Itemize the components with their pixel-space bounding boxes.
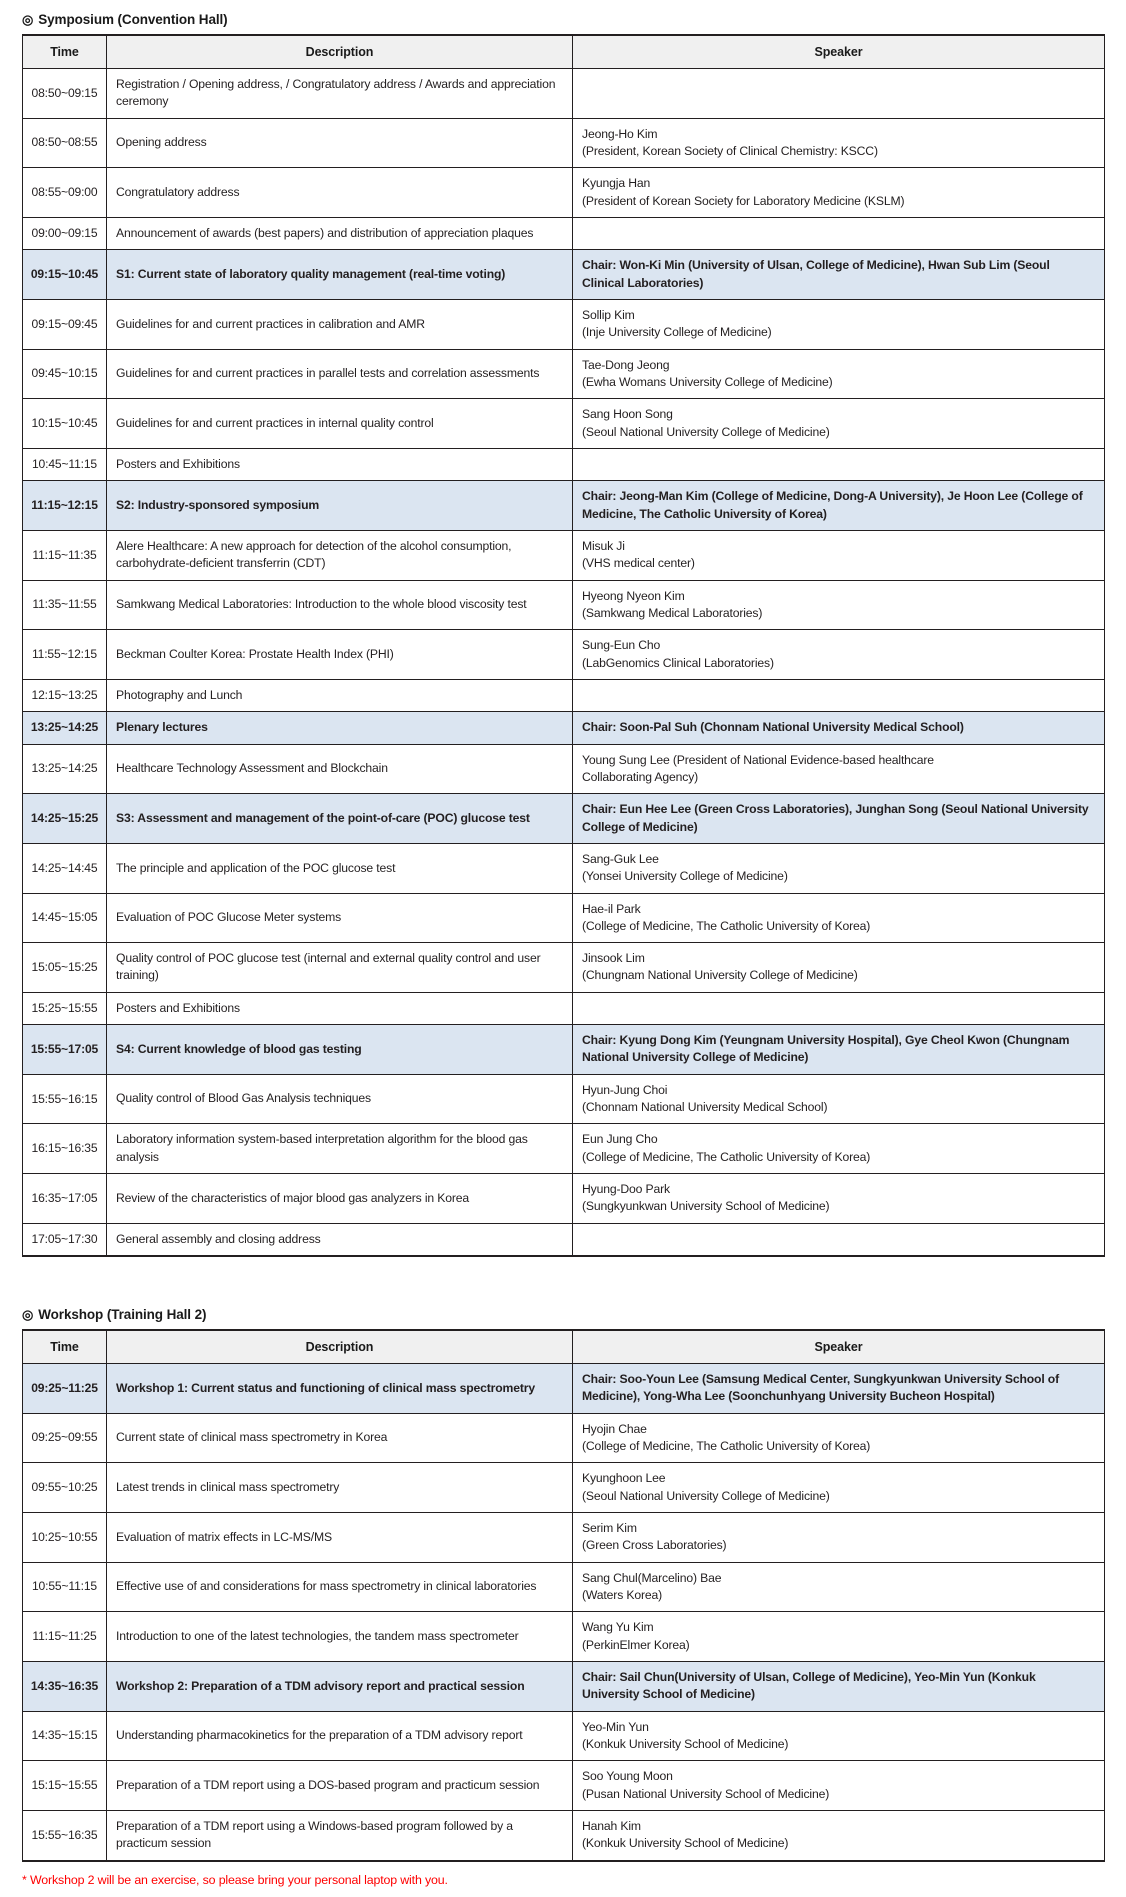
cell-time: 10:25~10:55 bbox=[23, 1513, 107, 1563]
cell-time: 09:25~11:25 bbox=[23, 1364, 107, 1414]
cell-description: Workshop 1: Current status and functioning of clinical mass spectrometry bbox=[107, 1364, 573, 1414]
cell-time: 14:45~15:05 bbox=[23, 893, 107, 943]
table-row bbox=[23, 1223, 1105, 1256]
cell-time: 14:25~15:25 bbox=[23, 794, 107, 844]
table-row bbox=[23, 1612, 1105, 1662]
speaker-name: Hyung-Doo Park bbox=[582, 1182, 670, 1197]
cell-time: 14:35~15:15 bbox=[23, 1711, 107, 1761]
speaker-name: Chair: Jeong-Man Kim (College of Medicine, Dong-A University), Je Hoon Lee (College of Medicine, The Catholic University of Korea) bbox=[582, 489, 1083, 521]
cell-time: 14:25~14:45 bbox=[23, 843, 107, 893]
speaker-name: Chair: Won-Ki Min (University of Ulsan, College of Medicine), Hwan Sub Lim (Seoul Clinical Laboratories) bbox=[582, 258, 1050, 290]
cell-description: Plenary lectures bbox=[107, 712, 573, 744]
speaker-affiliation: (Waters Korea) bbox=[582, 1588, 663, 1603]
speaker-name: Hanah Kim bbox=[582, 1819, 641, 1833]
column-header-speaker: Speaker bbox=[573, 1330, 1105, 1364]
cell-time: 14:35~16:35 bbox=[23, 1662, 107, 1712]
speaker-affiliation: Collaborating Agency) bbox=[582, 769, 699, 784]
speaker-name: Misuk Ji bbox=[582, 538, 625, 553]
table-row bbox=[23, 1513, 1105, 1563]
cell-time: 09:00~09:15 bbox=[23, 217, 107, 249]
cell-time: 16:35~17:05 bbox=[23, 1174, 107, 1224]
cell-description: Effective use of and considerations for mass spectrometry in clinical laboratories bbox=[107, 1562, 573, 1612]
cell-description: Latest trends in clinical mass spectrometry bbox=[107, 1463, 573, 1513]
speaker-name: Wang Yu Kim bbox=[582, 1620, 654, 1635]
cell-description: Workshop 2: Preparation of a TDM advisory report and practical session bbox=[107, 1662, 573, 1712]
bullet-circle-icon: ◎ bbox=[22, 1307, 34, 1323]
cell-time: 11:15~11:25 bbox=[23, 1612, 107, 1662]
schedule-section bbox=[22, 12, 1104, 1257]
cell-time: 11:15~11:35 bbox=[23, 530, 107, 580]
cell-time: 15:55~16:15 bbox=[23, 1074, 107, 1124]
table-header-row bbox=[23, 1330, 1105, 1364]
cell-time: 11:15~12:15 bbox=[23, 481, 107, 531]
cell-time: 08:50~09:15 bbox=[23, 69, 107, 119]
cell-time: 15:55~17:05 bbox=[23, 1025, 107, 1075]
speaker-name: Hyeong Nyeon Kim bbox=[582, 588, 685, 603]
column-header-description: Description bbox=[107, 35, 573, 69]
cell-time: 15:25~15:55 bbox=[23, 992, 107, 1024]
cell-speaker bbox=[573, 1364, 1105, 1414]
cell-description: Introduction to one of the latest technologies, the tandem mass spectrometer bbox=[107, 1612, 573, 1662]
table-row bbox=[23, 943, 1105, 993]
cell-speaker bbox=[573, 744, 1105, 794]
cell-speaker bbox=[573, 1761, 1105, 1811]
cell-time: 17:05~17:30 bbox=[23, 1223, 107, 1256]
cell-time: 13:25~14:25 bbox=[23, 712, 107, 744]
cell-time: 11:55~12:15 bbox=[23, 630, 107, 680]
cell-speaker bbox=[573, 1612, 1105, 1662]
cell-time: 08:55~09:00 bbox=[23, 168, 107, 218]
table-header-row bbox=[23, 35, 1105, 69]
speaker-name: Kyunghoon Lee bbox=[582, 1471, 666, 1486]
cell-time: 10:45~11:15 bbox=[23, 448, 107, 480]
cell-time: 16:15~16:35 bbox=[23, 1124, 107, 1174]
speaker-name: Chair: Sail Chun(University of Ulsan, College of Medicine), Yeo-Min Yun (Konkuk University School of Medicine) bbox=[582, 1670, 1036, 1702]
speaker-name: Hae-il Park bbox=[582, 901, 641, 916]
cell-time: 11:35~11:55 bbox=[23, 580, 107, 630]
cell-description: The principle and application of the POC glucose test bbox=[107, 843, 573, 893]
section-title bbox=[22, 12, 1104, 27]
cell-speaker bbox=[573, 1124, 1105, 1174]
cell-speaker bbox=[573, 217, 1105, 249]
table-row bbox=[23, 580, 1105, 630]
cell-time: 15:15~15:55 bbox=[23, 1761, 107, 1811]
speaker-affiliation: (Sungkyunkwan University School of Medicine) bbox=[582, 1199, 830, 1214]
table-row bbox=[23, 481, 1105, 531]
speaker-name: Tae-Dong Jeong bbox=[582, 357, 670, 372]
cell-description: Preparation of a TDM report using a DOS-based program and practicum session bbox=[107, 1761, 573, 1811]
speaker-affiliation: (Konkuk University School of Medicine) bbox=[582, 1836, 789, 1851]
speaker-name bbox=[582, 225, 1095, 242]
cell-description: Registration / Opening address, / Congratulatory address / Awards and appreciation ceremony bbox=[107, 69, 573, 119]
cell-speaker bbox=[573, 448, 1105, 480]
table-row bbox=[23, 992, 1105, 1024]
cell-speaker bbox=[573, 1811, 1105, 1861]
cell-description: S2: Industry-sponsored symposium bbox=[107, 481, 573, 531]
cell-description: Samkwang Medical Laboratories: Introduction to the whole blood viscosity test bbox=[107, 580, 573, 630]
speaker-name: Jeong-Ho Kim bbox=[582, 126, 658, 141]
speaker-affiliation: (VHS medical center) bbox=[582, 556, 695, 571]
cell-time: 12:15~13:25 bbox=[23, 679, 107, 711]
cell-speaker bbox=[573, 481, 1105, 531]
cell-speaker bbox=[573, 1174, 1105, 1224]
speaker-affiliation: (College of Medicine, The Catholic University of Korea) bbox=[582, 1149, 871, 1164]
table-row bbox=[23, 69, 1105, 119]
cell-speaker bbox=[573, 843, 1105, 893]
speaker-name: Sang-Guk Lee bbox=[582, 851, 659, 866]
cell-description: Announcement of awards (best papers) and distribution of appreciation plaques bbox=[107, 217, 573, 249]
table-row bbox=[23, 679, 1105, 711]
cell-description: S4: Current knowledge of blood gas testing bbox=[107, 1025, 573, 1075]
speaker-affiliation: (Chonnam National University Medical School) bbox=[582, 1100, 828, 1115]
table-row bbox=[23, 399, 1105, 449]
speaker-name: Sang Chul(Marcelino) Bae bbox=[582, 1570, 722, 1585]
speaker-name: Chair: Eun Hee Lee (Green Cross Laboratories), Junghan Song (Seoul National University College of Medicine) bbox=[582, 802, 1089, 834]
speaker-affiliation: (Seoul National University College of Medicine) bbox=[582, 1488, 830, 1503]
cell-speaker bbox=[573, 1662, 1105, 1712]
cell-description: General assembly and closing address bbox=[107, 1223, 573, 1256]
column-header-description: Description bbox=[107, 1330, 573, 1364]
table-row bbox=[23, 1124, 1105, 1174]
speaker-affiliation: (Ewha Womans University College of Medicine) bbox=[582, 374, 833, 389]
speaker-name: Eun Jung Cho bbox=[582, 1132, 658, 1147]
speaker-name bbox=[582, 1000, 1095, 1017]
table-row bbox=[23, 1662, 1105, 1712]
cell-speaker bbox=[573, 893, 1105, 943]
cell-speaker bbox=[573, 943, 1105, 993]
cell-speaker bbox=[573, 118, 1105, 168]
speaker-name: Soo Young Moon bbox=[582, 1769, 673, 1784]
footnote-note: * Workshop 2 will be an exercise, so please bring your personal laptop with you. bbox=[22, 1872, 448, 1887]
cell-speaker bbox=[573, 1711, 1105, 1761]
schedule-table bbox=[22, 34, 1105, 1257]
cell-description: Preparation of a TDM report using a Windows-based program followed by a practicum session bbox=[107, 1811, 573, 1861]
cell-description: Guidelines for and current practices in parallel tests and correlation assessments bbox=[107, 349, 573, 399]
cell-description: S3: Assessment and management of the point-of-care (POC) glucose test bbox=[107, 794, 573, 844]
speaker-name: Sang Hoon Song bbox=[582, 407, 673, 422]
table-row bbox=[23, 118, 1105, 168]
sections-container bbox=[22, 12, 1104, 1862]
table-row bbox=[23, 1364, 1105, 1414]
speaker-affiliation: (LabGenomics Clinical Laboratories) bbox=[582, 655, 774, 670]
speaker-affiliation: (College of Medicine, The Catholic University of Korea) bbox=[582, 1439, 871, 1454]
speaker-name: Kyungja Han bbox=[582, 176, 651, 191]
column-header-time: Time bbox=[23, 35, 107, 69]
cell-description: Understanding pharmacokinetics for the preparation of a TDM advisory report bbox=[107, 1711, 573, 1761]
cell-speaker bbox=[573, 794, 1105, 844]
section-title-label: Symposium (Convention Hall) bbox=[38, 12, 228, 27]
speaker-affiliation: (Inje University College of Medicine) bbox=[582, 325, 772, 340]
speaker-affiliation: (President of Korean Society for Laboratory Medicine (KSLM) bbox=[582, 193, 905, 208]
speaker-name: Hyojin Chae bbox=[582, 1421, 647, 1436]
table-row bbox=[23, 530, 1105, 580]
schedule-table bbox=[22, 1329, 1105, 1862]
cell-description: Opening address bbox=[107, 118, 573, 168]
table-row bbox=[23, 299, 1105, 349]
table-row bbox=[23, 1562, 1105, 1612]
table-row bbox=[23, 448, 1105, 480]
table-row bbox=[23, 1174, 1105, 1224]
cell-time: 15:05~15:25 bbox=[23, 943, 107, 993]
cell-description: Photography and Lunch bbox=[107, 679, 573, 711]
cell-speaker bbox=[573, 1562, 1105, 1612]
speaker-affiliation: (Konkuk University School of Medicine) bbox=[582, 1737, 789, 1752]
cell-time: 09:15~09:45 bbox=[23, 299, 107, 349]
cell-speaker bbox=[573, 1223, 1105, 1256]
speaker-name: Yeo-Min Yun bbox=[582, 1719, 649, 1734]
cell-speaker bbox=[573, 1513, 1105, 1563]
cell-speaker bbox=[573, 69, 1105, 119]
cell-speaker bbox=[573, 250, 1105, 300]
schedule-section bbox=[22, 1307, 1104, 1862]
table-row bbox=[23, 1025, 1105, 1075]
table-row bbox=[23, 843, 1105, 893]
table-row bbox=[23, 794, 1105, 844]
table-row bbox=[23, 217, 1105, 249]
speaker-affiliation: (Pusan National University School of Medicine) bbox=[582, 1786, 830, 1801]
cell-speaker bbox=[573, 712, 1105, 744]
speaker-affiliation: (Yonsei University College of Medicine) bbox=[582, 869, 788, 884]
cell-description: Posters and Exhibitions bbox=[107, 992, 573, 1024]
bullet-circle-icon: ◎ bbox=[22, 12, 34, 27]
speaker-affiliation: (Green Cross Laboratories) bbox=[582, 1538, 727, 1553]
section-title-label: Workshop (Training Hall 2) bbox=[38, 1307, 207, 1323]
speaker-name: Sung-Eun Cho bbox=[582, 638, 661, 653]
table-row bbox=[23, 1711, 1105, 1761]
cell-time: 10:15~10:45 bbox=[23, 399, 107, 449]
table-row bbox=[23, 1811, 1105, 1861]
cell-description: Evaluation of matrix effects in LC-MS/MS bbox=[107, 1513, 573, 1563]
table-row bbox=[23, 1413, 1105, 1463]
speaker-name bbox=[582, 1231, 1095, 1248]
cell-speaker bbox=[573, 1025, 1105, 1075]
cell-speaker bbox=[573, 580, 1105, 630]
cell-description: Posters and Exhibitions bbox=[107, 448, 573, 480]
speaker-name: Sollip Kim bbox=[582, 307, 635, 322]
column-header-time: Time bbox=[23, 1330, 107, 1364]
speaker-name bbox=[582, 687, 1095, 704]
cell-time: 08:50~08:55 bbox=[23, 118, 107, 168]
cell-description: Quality control of Blood Gas Analysis techniques bbox=[107, 1074, 573, 1124]
cell-speaker bbox=[573, 679, 1105, 711]
cell-speaker bbox=[573, 1074, 1105, 1124]
speaker-name: Chair: Soon-Pal Suh (Chonnam National University Medical School) bbox=[582, 720, 964, 735]
speaker-affiliation: (President, Korean Society of Clinical Chemistry: KSCC) bbox=[582, 143, 878, 158]
cell-time: 09:55~10:25 bbox=[23, 1463, 107, 1513]
cell-speaker bbox=[573, 530, 1105, 580]
cell-description: Current state of clinical mass spectrometry in Korea bbox=[107, 1413, 573, 1463]
table-row bbox=[23, 712, 1105, 744]
cell-description: Beckman Coulter Korea: Prostate Health Index (PHI) bbox=[107, 630, 573, 680]
table-row bbox=[23, 744, 1105, 794]
speaker-name: Jinsook Lim bbox=[582, 951, 645, 966]
speaker-name: Serim Kim bbox=[582, 1521, 637, 1536]
cell-speaker bbox=[573, 1463, 1105, 1513]
table-row bbox=[23, 1074, 1105, 1124]
cell-speaker bbox=[573, 168, 1105, 218]
section-title bbox=[22, 1307, 1104, 1322]
table-row bbox=[23, 349, 1105, 399]
cell-description: Laboratory information system-based interpretation algorithm for the blood gas analysis bbox=[107, 1124, 573, 1174]
speaker-affiliation: (Seoul National University College of Medicine) bbox=[582, 424, 830, 439]
table-row bbox=[23, 630, 1105, 680]
cell-description: Quality control of POC glucose test (internal and external quality control and user training) bbox=[107, 943, 573, 993]
cell-description: Alere Healthcare: A new approach for detection of the alcohol consumption, carbohydrate-deficient transferrin (CDT) bbox=[107, 530, 573, 580]
cell-time: 10:55~11:15 bbox=[23, 1562, 107, 1612]
column-header-speaker: Speaker bbox=[573, 35, 1105, 69]
cell-description: Guidelines for and current practices in internal quality control bbox=[107, 399, 573, 449]
cell-description: S1: Current state of laboratory quality management (real-time voting) bbox=[107, 250, 573, 300]
speaker-affiliation: (College of Medicine, The Catholic University of Korea) bbox=[582, 918, 871, 933]
speaker-name bbox=[582, 456, 1095, 473]
cell-time: 09:45~10:15 bbox=[23, 349, 107, 399]
cell-description: Congratulatory address bbox=[107, 168, 573, 218]
cell-description: Healthcare Technology Assessment and Blockchain bbox=[107, 744, 573, 794]
cell-time: 09:15~10:45 bbox=[23, 250, 107, 300]
cell-speaker bbox=[573, 992, 1105, 1024]
cell-speaker bbox=[573, 1413, 1105, 1463]
speaker-affiliation: (Chungnam National University College of Medicine) bbox=[582, 968, 858, 983]
cell-speaker bbox=[573, 299, 1105, 349]
speaker-name: Young Sung Lee (President of National Evidence-based healthcare bbox=[582, 752, 934, 767]
speaker-name: Chair: Soo-Youn Lee (Samsung Medical Center, Sungkyunkwan University School of Medicine), Yong-Wha Lee (Soonchunhyang University Bucheon Hospital) bbox=[582, 1372, 1060, 1404]
cell-speaker bbox=[573, 630, 1105, 680]
cell-description: Evaluation of POC Glucose Meter systems bbox=[107, 893, 573, 943]
cell-time: 15:55~16:35 bbox=[23, 1811, 107, 1861]
speaker-affiliation: (Samkwang Medical Laboratories) bbox=[582, 605, 763, 620]
cell-speaker bbox=[573, 399, 1105, 449]
table-row bbox=[23, 168, 1105, 218]
cell-speaker bbox=[573, 349, 1105, 399]
table-row bbox=[23, 250, 1105, 300]
speaker-affiliation: (PerkinElmer Korea) bbox=[582, 1637, 690, 1652]
table-row bbox=[23, 893, 1105, 943]
speaker-name bbox=[582, 85, 1095, 102]
cell-description: Guidelines for and current practices in calibration and AMR bbox=[107, 299, 573, 349]
cell-time: 09:25~09:55 bbox=[23, 1413, 107, 1463]
speaker-name: Chair: Kyung Dong Kim (Yeungnam University Hospital), Gye Cheol Kwon (Chungnam National University College of Medicine) bbox=[582, 1033, 1070, 1065]
table-row bbox=[23, 1761, 1105, 1811]
speaker-name: Hyun-Jung Choi bbox=[582, 1082, 668, 1097]
cell-description: Review of the characteristics of major blood gas analyzers in Korea bbox=[107, 1174, 573, 1224]
table-row bbox=[23, 1463, 1105, 1513]
cell-time: 13:25~14:25 bbox=[23, 744, 107, 794]
